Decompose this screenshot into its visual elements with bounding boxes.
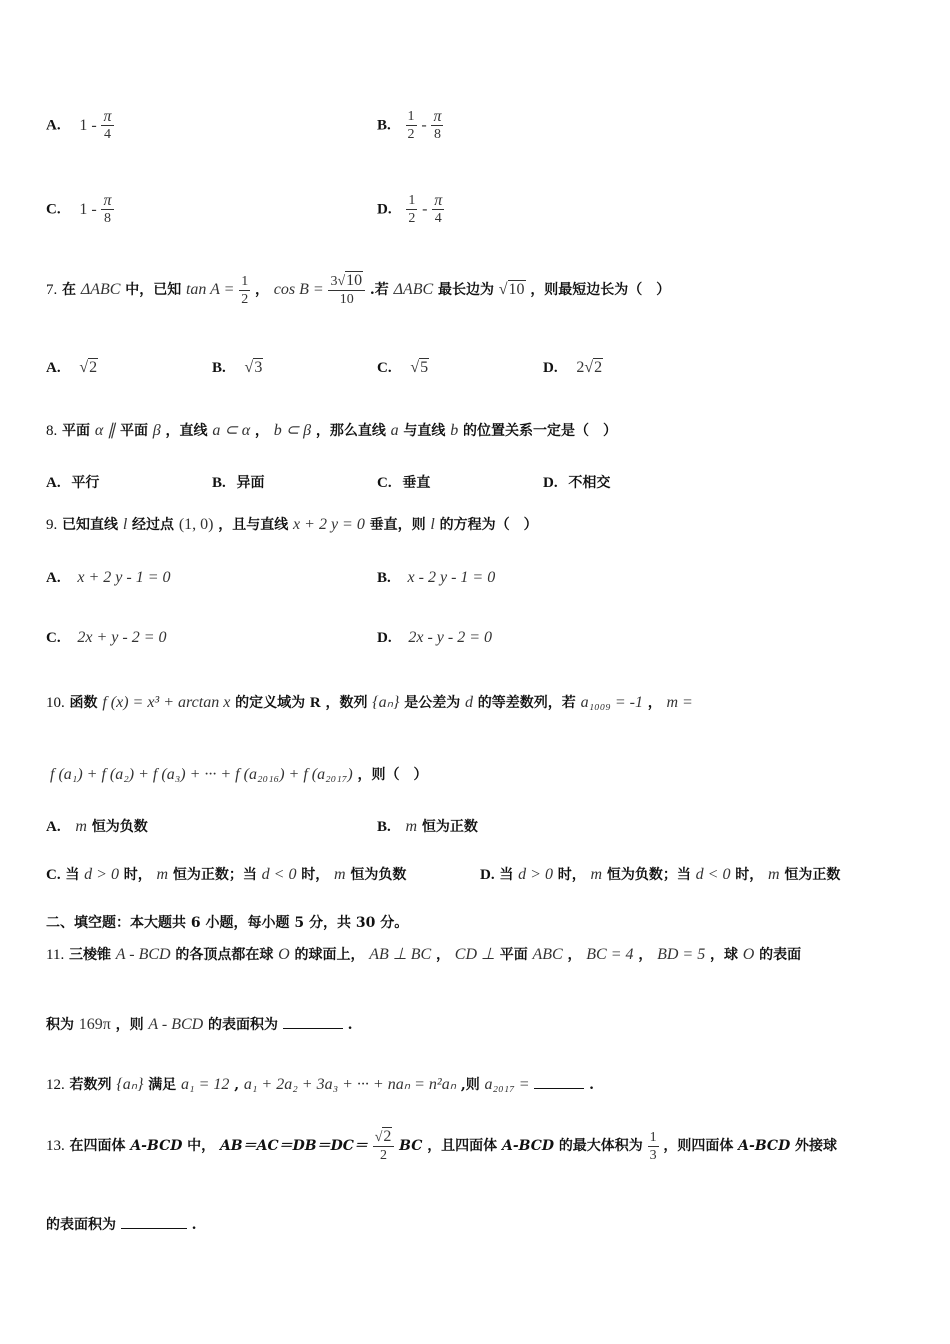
text: 的球面上， xyxy=(294,947,365,963)
math: b ⊂ β xyxy=(273,422,312,439)
fraction: $\frac{\pi}{8}$ xyxy=(433,108,442,142)
section-heading: 二、填空题：本大题共 6 小题，每小题 5 分，共 30 分。 xyxy=(46,915,409,931)
math: a ⊂ α xyxy=(212,422,251,439)
text: 中，已知 xyxy=(125,282,182,298)
option-equation: 2x - y - 2 = 0 xyxy=(408,629,493,646)
text: 最长边为 xyxy=(437,282,494,298)
text: 函数 xyxy=(69,695,98,711)
math: ΔABC xyxy=(393,281,434,298)
text: 三棱锥 xyxy=(68,947,111,963)
q10-stem xyxy=(46,692,693,712)
math: A-BCD xyxy=(130,1138,183,1154)
math: {aₙ} xyxy=(372,694,400,711)
math: BC = 4 xyxy=(586,946,634,963)
option-text: 平行 xyxy=(71,475,100,491)
text: .若 xyxy=(369,282,389,298)
text: 积为 xyxy=(46,1017,74,1033)
math: m xyxy=(156,866,169,883)
option-label: B. xyxy=(377,819,391,835)
fraction: $\frac{3√10}{10}$ xyxy=(328,272,365,308)
option-label: D. xyxy=(543,475,558,491)
math: d < 0 xyxy=(695,866,731,883)
q9-option-b xyxy=(377,568,495,587)
question-number: 8. xyxy=(46,423,58,439)
text: 的表面积为 xyxy=(46,1217,116,1233)
q11-stem xyxy=(46,944,801,964)
text: 在四面体 xyxy=(69,1138,126,1154)
option-text: 恒为负数 xyxy=(91,819,148,835)
text: 是公差为 xyxy=(404,695,461,711)
answer-blank[interactable] xyxy=(283,1028,343,1029)
option-lead: 1 - xyxy=(79,116,97,134)
text: . xyxy=(347,1017,353,1033)
math: l xyxy=(122,516,128,533)
text: 在 xyxy=(62,282,77,298)
text: 恒为正数 xyxy=(784,867,841,883)
option-label: A. xyxy=(46,360,61,376)
option-lead: 1 - xyxy=(79,200,97,218)
option-label: D. xyxy=(377,201,392,218)
fraction: $\frac{1}{2}$ xyxy=(241,273,249,307)
math: BC xyxy=(399,1138,423,1154)
q8-option-a xyxy=(46,472,99,492)
text: 的各顶点都在球 xyxy=(175,947,274,963)
math: a₁₀₀₉ = -1 xyxy=(580,694,643,711)
math: A - BCD xyxy=(148,1016,204,1033)
text: 若数列 xyxy=(69,1077,112,1093)
option-label: D. xyxy=(543,360,558,376)
math: α ∥ xyxy=(94,422,116,439)
q6-option-a xyxy=(46,108,114,143)
text: 的表面积为 xyxy=(208,1017,279,1033)
math: O xyxy=(278,946,290,963)
text: ， xyxy=(254,423,269,439)
math: m = xyxy=(666,694,693,711)
q8-option-b xyxy=(212,472,265,492)
q10-option-a xyxy=(46,816,148,836)
answer-blank[interactable] xyxy=(121,1228,187,1229)
q10-option-d xyxy=(480,864,840,884)
text: ，直线 xyxy=(165,423,208,439)
text: ，则四面体 xyxy=(663,1138,734,1154)
text: ，那么直线 xyxy=(315,423,386,439)
option-label: C. xyxy=(377,475,392,491)
q10-option-c xyxy=(46,864,406,884)
math: d xyxy=(465,694,473,711)
text: 中， xyxy=(187,1138,216,1154)
text: ，数列 xyxy=(325,695,368,711)
option-label: B. xyxy=(212,475,226,491)
math: BD = 5 xyxy=(657,946,706,963)
math: cos B = xyxy=(273,281,324,298)
text: ， xyxy=(254,282,269,298)
q7-option-b xyxy=(212,358,263,377)
text: ,则 xyxy=(460,1077,480,1093)
math: m xyxy=(405,818,418,835)
q8-stem xyxy=(46,420,617,440)
option-label: D. xyxy=(480,867,495,883)
text: 与直线 xyxy=(403,423,446,439)
text: 的最大体积为 xyxy=(558,1138,643,1154)
math: A-BCD xyxy=(738,1138,791,1154)
option-label: A. xyxy=(46,570,61,586)
math: m xyxy=(334,866,346,883)
math: a xyxy=(390,422,399,439)
math: (1, 0) xyxy=(178,516,214,533)
question-number: 10. xyxy=(46,695,65,711)
text: ，且四面体 xyxy=(427,1138,498,1154)
text: ，且与直线 xyxy=(218,517,289,533)
option-label: C. xyxy=(46,867,61,883)
fraction: $\frac{1}{2}$ xyxy=(408,193,416,226)
text: 的定义域为 xyxy=(235,695,306,711)
option-equation: 2x + y - 2 = 0 xyxy=(77,629,167,646)
text: 当 xyxy=(499,867,514,883)
math: x + 2 y = 0 xyxy=(293,516,365,533)
q9-option-a xyxy=(46,568,171,587)
q7-option-c xyxy=(377,358,429,377)
q7-option-d xyxy=(543,358,603,377)
math: m xyxy=(75,818,87,835)
math: AB ⊥ BC xyxy=(369,946,432,963)
answer-blank[interactable] xyxy=(534,1088,584,1089)
math: f (x) = x³ + arctan x xyxy=(102,694,231,711)
text: 垂直，则 xyxy=(369,517,426,533)
fraction: $\frac{1}{2}$ xyxy=(407,109,415,142)
q10-option-b xyxy=(377,816,478,836)
text: 时， xyxy=(557,867,586,883)
q13-stem xyxy=(46,1128,837,1164)
option-equation: x + 2 y - 1 = 0 xyxy=(77,569,171,586)
option-label: C. xyxy=(46,630,61,646)
math: a₁ = 12 xyxy=(181,1076,230,1093)
text: ， xyxy=(638,947,653,963)
math: {aₙ} xyxy=(116,1076,144,1093)
text: ，则最短边长为（ ） xyxy=(530,282,671,298)
option-label: B. xyxy=(377,117,391,134)
text: 时， xyxy=(735,867,764,883)
fraction: $\frac{1}{3}$ xyxy=(649,1129,657,1163)
q11-stem-cont xyxy=(46,1014,352,1034)
text: 的表面 xyxy=(759,947,802,963)
text: 时， xyxy=(301,867,330,883)
text: 平面 xyxy=(62,423,91,439)
q8-option-c xyxy=(377,472,430,492)
text: ， xyxy=(647,695,662,711)
option-text: 异面 xyxy=(236,475,265,491)
text: ， xyxy=(567,947,582,963)
q7-stem xyxy=(46,272,670,308)
math: f (a₁) + f (a₂) + f (a₃) + ··· + f (a₂₀₁₆) + f (a₂₀₁₇) xyxy=(50,766,353,783)
q12-stem xyxy=(46,1074,594,1094)
option-label: A. xyxy=(46,819,61,835)
text: 的位置关系一定是（ ） xyxy=(462,423,617,439)
q6-option-c xyxy=(46,192,114,227)
math: ABC xyxy=(532,946,563,963)
option-label: A. xyxy=(46,117,61,134)
math: A-BCD xyxy=(501,1138,555,1154)
fraction: $\frac{\pi}{4}$ xyxy=(103,108,112,142)
math: R xyxy=(309,695,321,711)
question-number: 9. xyxy=(46,517,58,533)
text: 恒为正数；当 xyxy=(172,867,257,883)
question-number: 13. xyxy=(46,1138,65,1154)
math: m xyxy=(768,866,780,883)
math: AB＝AC＝DB＝DC＝ xyxy=(219,1138,368,1154)
math: O xyxy=(742,946,755,963)
math: a₁ + 2a₂ + 3a₃ + ··· + naₙ = n²aₙ xyxy=(243,1076,457,1093)
q9-stem xyxy=(46,514,538,534)
radical: √5 xyxy=(410,359,429,376)
q10-stem-cont xyxy=(50,764,427,784)
math: d < 0 xyxy=(261,866,297,883)
q8-option-d xyxy=(543,472,610,492)
text: 已知直线 xyxy=(62,517,119,533)
text: 外接球 xyxy=(795,1138,837,1154)
radical: √10 xyxy=(498,281,525,298)
math: tan A = xyxy=(185,281,235,298)
text: ，则（ ） xyxy=(357,767,428,783)
option-label: B. xyxy=(212,360,226,376)
option-equation: x - 2 y - 1 = 0 xyxy=(407,569,496,586)
math: a₂₀₁₇ = xyxy=(484,1076,530,1093)
math: β xyxy=(152,422,161,439)
text: 满足 xyxy=(148,1077,177,1093)
option-label: B. xyxy=(377,570,391,586)
radical: √3 xyxy=(244,359,263,376)
fraction: $\frac{\pi}{4}$ xyxy=(434,192,443,226)
minus-sign: - xyxy=(421,116,427,134)
math: ΔABC xyxy=(80,281,121,298)
q6-option-b xyxy=(377,108,443,143)
option-text: 恒为正数 xyxy=(421,819,478,835)
text: ，则 xyxy=(115,1017,144,1033)
option-text: 不相交 xyxy=(568,475,611,491)
text: 恒为负数；当 xyxy=(606,867,691,883)
option-label: C. xyxy=(46,201,61,218)
text: 恒为负数 xyxy=(350,867,407,883)
math: 169π xyxy=(78,1016,111,1033)
option-label: C. xyxy=(377,360,392,376)
text: 平面 xyxy=(499,947,528,963)
q6-option-d xyxy=(377,192,444,227)
text: 平面 xyxy=(120,423,148,439)
text: ，球 xyxy=(710,947,738,963)
radical: √2 xyxy=(79,359,98,376)
option-label: D. xyxy=(377,630,392,646)
math: b xyxy=(450,422,459,439)
text: 的方程为（ ） xyxy=(439,517,538,533)
question-number: 7. xyxy=(46,282,58,298)
text: . xyxy=(589,1077,594,1093)
minus-sign: - xyxy=(422,200,428,218)
text: 时， xyxy=(123,867,152,883)
q7-option-a xyxy=(46,358,98,377)
question-number: 12. xyxy=(46,1077,65,1093)
math: m xyxy=(590,866,603,883)
text: 当 xyxy=(65,867,80,883)
math: d > 0 xyxy=(84,866,119,883)
option-text: 垂直 xyxy=(402,475,431,491)
math: CD ⊥ xyxy=(454,946,495,963)
math: A - BCD xyxy=(115,946,171,963)
text: 的等差数列，若 xyxy=(477,695,576,711)
math: d > 0 xyxy=(518,866,553,883)
math: l xyxy=(430,516,435,533)
question-number: 11. xyxy=(46,947,65,963)
q9-option-d xyxy=(377,628,492,647)
q13-stem-cont xyxy=(46,1214,196,1234)
text: , xyxy=(234,1077,240,1093)
text: . xyxy=(191,1217,197,1233)
option-label: A. xyxy=(46,475,61,491)
radical: 2√2 xyxy=(576,359,603,376)
q9-option-c xyxy=(46,628,167,647)
text: ， xyxy=(435,947,450,963)
fraction: $\frac{√2}{2}$ xyxy=(373,1128,395,1164)
fraction: $\frac{\pi}{8}$ xyxy=(103,192,112,226)
text: 经过点 xyxy=(132,517,175,533)
